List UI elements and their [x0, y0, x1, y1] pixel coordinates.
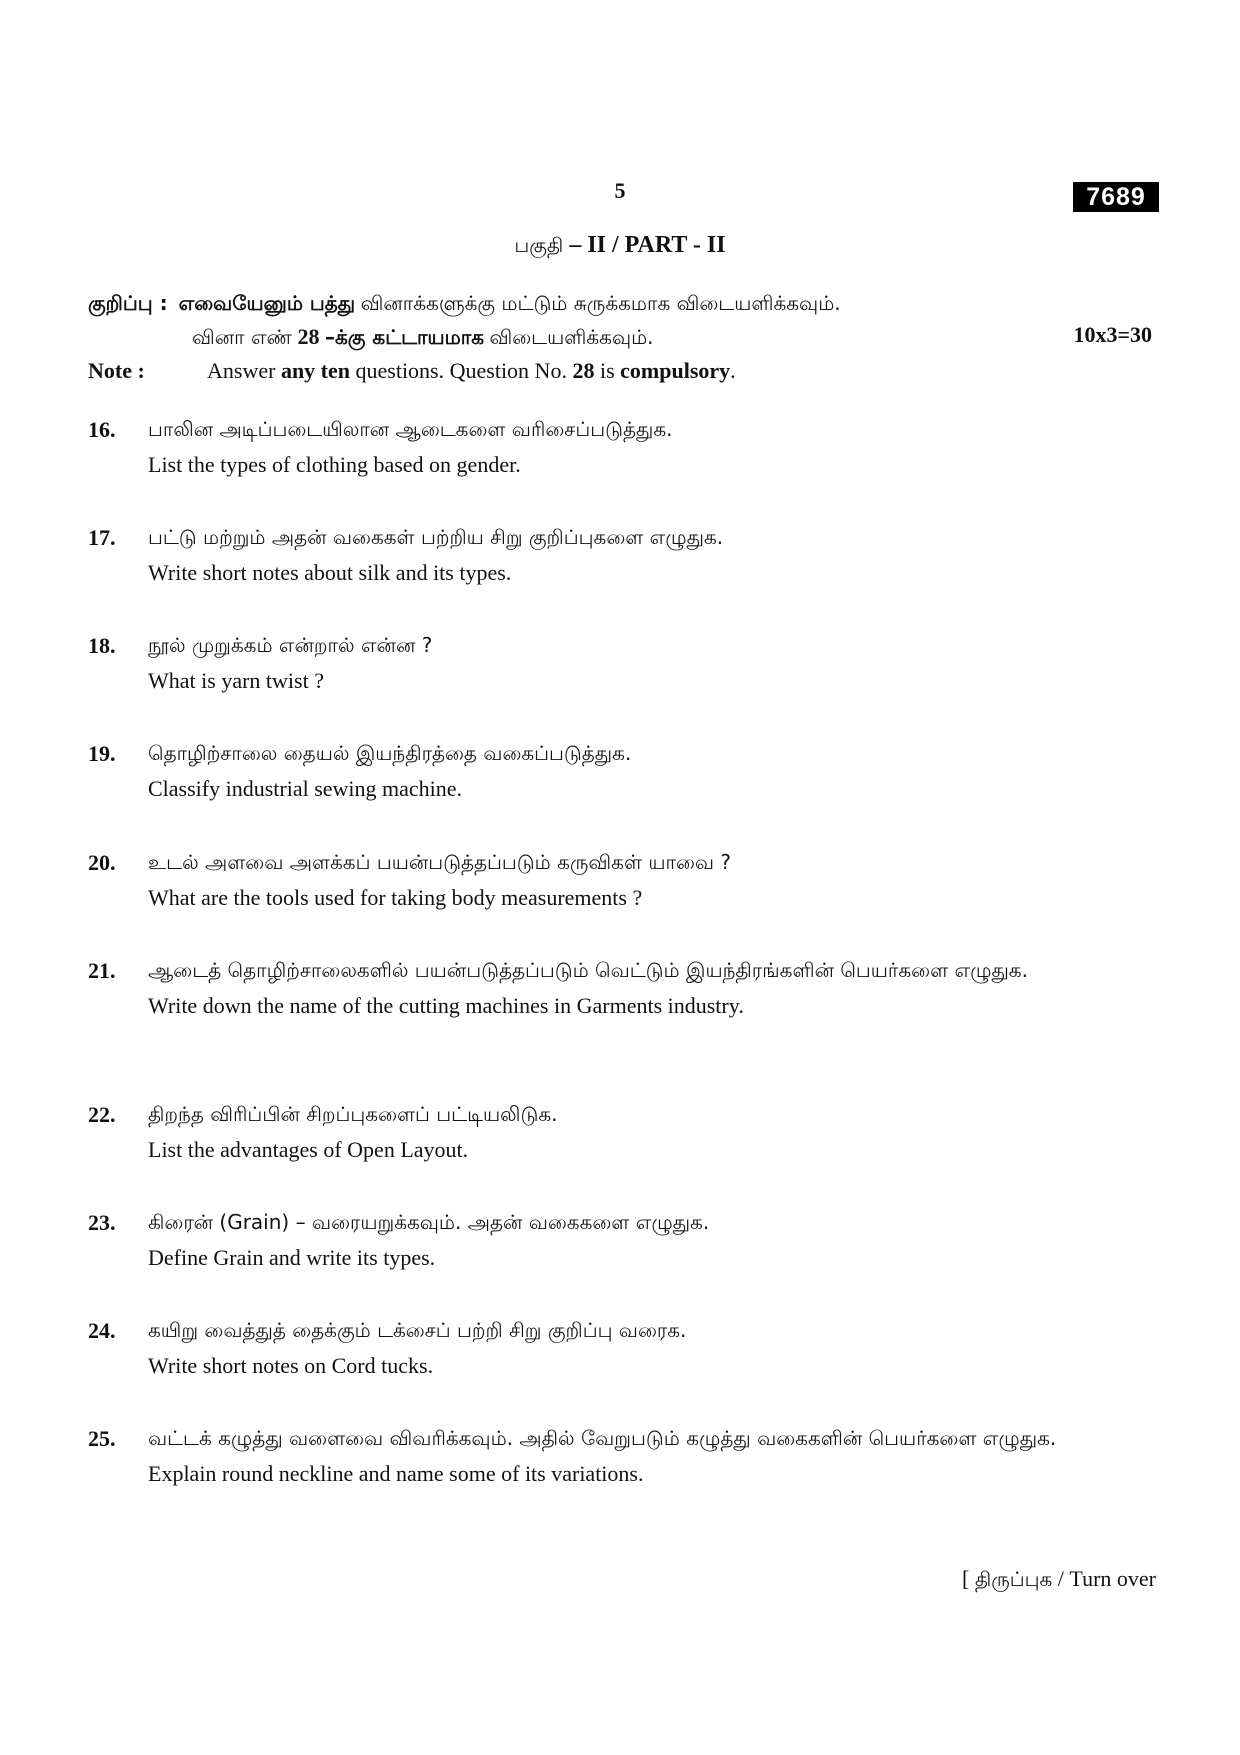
note-answer: Answer [207, 358, 276, 383]
question-number: 18. [88, 633, 116, 658]
question-text-tamil: கயிறு வைத்துத் தைக்கும் டக்சைப் பற்றி சிறு குறிப்பு வரைக. [148, 1318, 687, 1342]
question-18 [88, 628, 1158, 698]
instruction-answer: விடையளிக்கவும். [489, 325, 654, 349]
question-number: 20. [88, 850, 116, 875]
instruction-question-no: வினா எண் [192, 325, 293, 349]
question-number: 16. [88, 417, 116, 442]
question-text-english: List the advantages of Open Layout. [148, 1137, 469, 1162]
question-text-tamil: பட்டு மற்றும் அதன் வகைகள் பற்றிய சிறு குறிப்புகளை எழுதுக. [148, 525, 724, 549]
part-title [0, 232, 1240, 260]
paper-code-badge: 7689 [1073, 182, 1159, 212]
note-text [207, 358, 736, 384]
question-number: 23. [88, 1210, 116, 1235]
question-number: 17. [88, 525, 116, 550]
question-number: 19. [88, 741, 116, 766]
question-number: 21. [88, 958, 116, 983]
page-number: 5 [614, 178, 626, 203]
question-text-tamil: நூல் முறுக்கம் என்றால் என்ன ? [148, 633, 433, 657]
question-text-tamil: கிரைன் (Grain) – வரையறுக்கவும். அதன் வகைகளை எழுதுக. [148, 1210, 710, 1234]
instruction-label: குறிப்பு : [88, 291, 168, 315]
turn-over-tamil: திருப்புக [974, 1567, 1053, 1591]
turn-over-english: / Turn over [1057, 1566, 1156, 1591]
question-text-tamil: தொழிற்சாலை தையல் இயந்திரத்தை வகைப்படுத்துக. [148, 741, 632, 765]
instruction-any-ten: எவையேனும் பத்து [178, 291, 356, 315]
instruction-number: 28 [297, 324, 320, 349]
question-text-tamil: பாலின அடிப்படையிலான ஆடைகளை வரிசைப்படுத்துக. [148, 417, 673, 441]
instruction-line-2 [192, 322, 654, 352]
question-23 [88, 1205, 1158, 1275]
question-text-tamil: உடல் அளவை அளக்கப் பயன்படுத்தப்படும் கருவிகள் யாவை ? [148, 850, 732, 874]
note-any-ten: any ten [280, 358, 350, 383]
note-label: Note : [88, 358, 145, 383]
question-text-english: Classify industrial sewing machine. [148, 776, 463, 801]
question-20 [88, 845, 1158, 915]
question-number: 25. [88, 1426, 116, 1451]
note-period: . [730, 358, 736, 383]
question-21 [88, 953, 1158, 1023]
question-19 [88, 736, 1158, 806]
turn-over-note [962, 1566, 1156, 1594]
turn-over-bracket: [ [961, 1566, 970, 1591]
question-22 [88, 1097, 1158, 1167]
question-text-english: What is yarn twist ? [148, 668, 324, 693]
instruction-compulsory: –க்கு கட்டாயமாக [325, 325, 484, 349]
instruction-text-1: வினாக்களுக்கு மட்டும் சுருக்கமாக விடையளிக்கவும். [360, 291, 841, 315]
question-text-tamil: திறந்த விரிப்பின் சிறப்புகளைப் பட்டியலிடுக. [148, 1102, 558, 1126]
note-is: is [599, 358, 615, 383]
question-17 [88, 520, 1158, 590]
note-compulsory: compulsory [620, 358, 731, 383]
marks-allocation: 10x3=30 [1073, 322, 1152, 347]
instruction-line-1 [88, 288, 841, 318]
part-title-tamil: பகுதி [514, 233, 564, 257]
question-16 [88, 412, 1158, 482]
question-text-english: Write down the name of the cutting machines in Garments industry. [148, 993, 744, 1018]
question-text-english: Define Grain and write its types. [148, 1245, 436, 1270]
question-text-english: Write short notes about silk and its types. [148, 560, 512, 585]
question-text-english: List the types of clothing based on gender. [148, 452, 521, 477]
question-text-tamil: ஆடைத் தொழிற்சாலைகளில் பயன்படுத்தப்படும் வெட்டும் இயந்திரங்களின் பெயர்களை எழுதுக. [148, 958, 1028, 982]
question-25 [88, 1421, 1158, 1491]
question-text-tamil: வட்டக் கழுத்து வளைவை விவரிக்கவும். அதில் வேறுபடும் கழுத்து வகைகளின் பெயர்களை எழுதுக. [148, 1426, 1057, 1450]
question-number: 22. [88, 1102, 116, 1127]
question-24 [88, 1313, 1158, 1383]
question-text-english: What are the tools used for taking body measurements ? [148, 885, 643, 910]
question-number: 24. [88, 1318, 116, 1343]
question-text-english: Write short notes on Cord tucks. [148, 1353, 434, 1378]
part-title-english: – II / PART - II [569, 232, 726, 258]
note-question-no: questions. Question No. [355, 358, 567, 383]
question-text-english: Explain round neckline and name some of its variations. [148, 1461, 644, 1486]
note-number: 28 [572, 358, 595, 383]
